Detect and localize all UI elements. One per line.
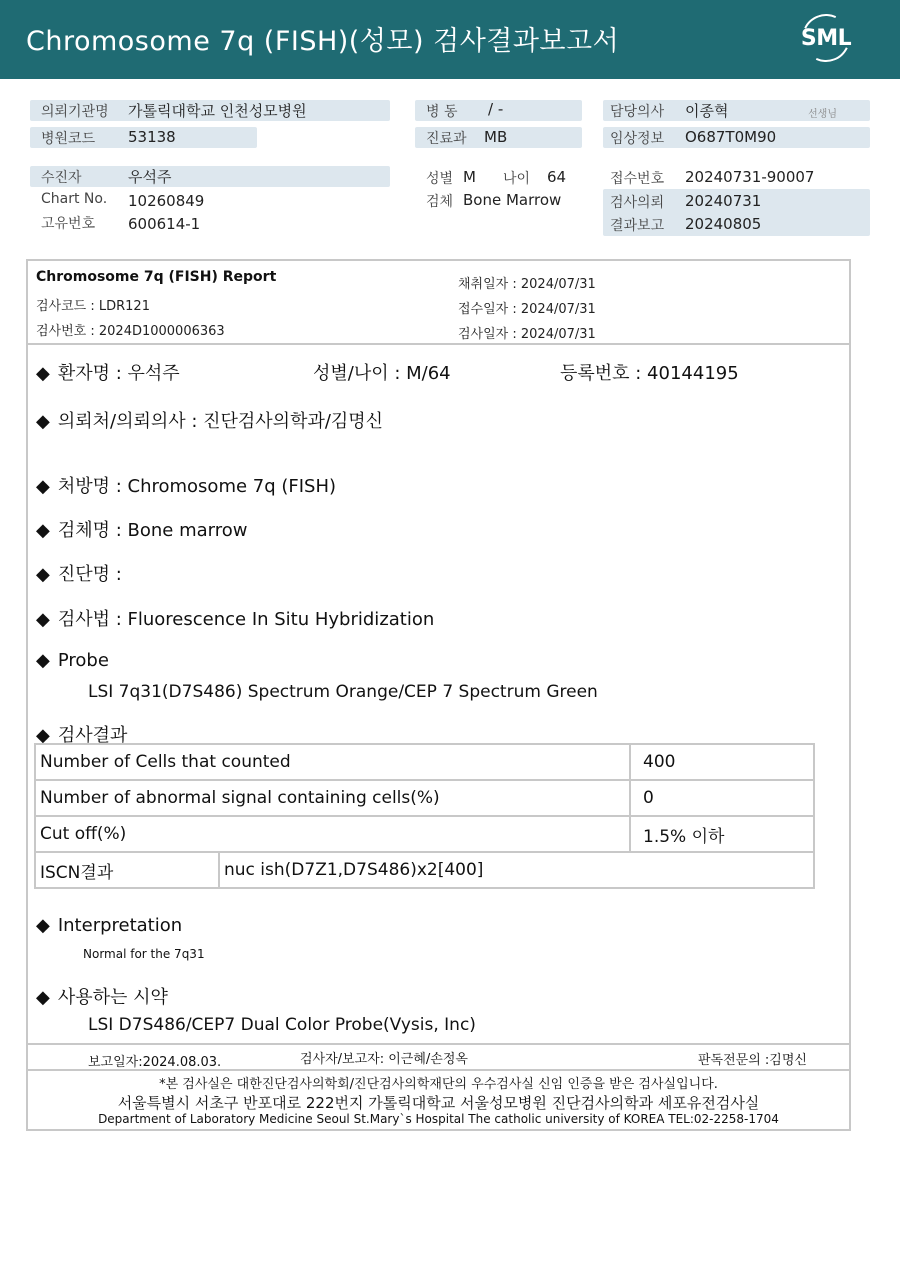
report-date: 보고일자:2024.08.03. <box>88 1055 222 1070</box>
chart-value: 10260849 <box>128 192 205 210</box>
footer-divider <box>28 1069 849 1071</box>
test-code: 검사코드 : LDR121 <box>36 299 150 314</box>
diamond-icon: ◆ <box>36 363 50 384</box>
ward-value: / - <box>488 100 504 118</box>
diamond-icon: ◆ <box>36 520 50 541</box>
results-heading: ◆ 검사결과 <box>36 725 128 746</box>
unique-value: 600614-1 <box>128 215 201 233</box>
certification-text: *본 검사실은 대한진단검사의학회/진단검사의학재단의 우수검사실 신임 인증을 받은 검사실입니다. <box>159 1077 718 1092</box>
sex-age: 성별/나이 : M/64 <box>313 363 451 384</box>
test-number: 검사번호 : 2024D1000006363 <box>36 324 225 339</box>
institution-value: 가톨릭대학교 인천성모병원 <box>128 102 307 120</box>
sml-logo <box>798 12 854 64</box>
table-row <box>35 744 814 780</box>
diagnosis-line: ◆ 진단명 : <box>36 564 122 585</box>
specimen-label: 검체 <box>426 194 454 210</box>
prescription-line: ◆ 처방명 : Chromosome 7q (FISH) <box>36 476 337 497</box>
diamond-icon: ◆ <box>36 725 50 746</box>
clinical-label: 임상정보 <box>610 131 665 147</box>
diamond-icon: ◆ <box>36 476 50 497</box>
row-value: 400 <box>630 744 814 780</box>
sex-value: M <box>463 168 476 186</box>
row-value: 1.5% 이하 <box>630 816 814 852</box>
receive-date: 접수일자 : 2024/07/31 <box>458 302 596 317</box>
row-value: 0 <box>630 780 814 816</box>
report-title: Chromosome 7q (FISH) Report <box>36 269 277 285</box>
probe-heading: ◆ Probe <box>36 650 109 671</box>
dept-value: MB <box>484 128 508 146</box>
interpretation-heading: ◆ Interpretation <box>36 915 183 936</box>
result-value: 20240805 <box>685 215 762 233</box>
doctor-value: 이종혁 <box>685 102 729 120</box>
sex-label: 성별 <box>426 171 454 187</box>
row-label: Cut off(%) <box>35 816 630 852</box>
diamond-icon: ◆ <box>36 650 50 671</box>
hospital-code-label: 병원코드 <box>41 131 96 147</box>
chart-label: Chart No. <box>41 191 108 207</box>
footer-divider <box>28 1043 849 1045</box>
ward-label: 병 동 <box>426 104 458 120</box>
report-head <box>28 261 849 345</box>
doctor-suffix: 선생님 <box>808 109 837 120</box>
diamond-icon: ◆ <box>36 609 50 630</box>
institution-label: 의뢰기관명 <box>41 104 109 120</box>
results-table <box>34 743 815 889</box>
iscn-label: ISCN결과 <box>35 852 219 888</box>
age-value: 64 <box>547 168 567 186</box>
request-value: 20240731 <box>685 192 762 210</box>
method-line: ◆ 검사법 : Fluorescence In Situ Hybridization <box>36 609 435 630</box>
examiner: 검사자/보고자: 이근혜/손정옥 <box>300 1052 468 1067</box>
diamond-icon: ◆ <box>36 987 50 1008</box>
receipt-label: 접수번호 <box>610 171 665 187</box>
receipt-value: 20240731-90007 <box>685 168 815 186</box>
specimen-line: ◆ 검체명 : Bone marrow <box>36 520 248 541</box>
iscn-value: nuc ish(D7Z1,D7S486)x2[400] <box>219 852 814 888</box>
table-row <box>35 780 814 816</box>
hospital-code-value: 53138 <box>128 128 176 146</box>
diamond-icon: ◆ <box>36 564 50 585</box>
unique-label: 고유번호 <box>41 216 96 232</box>
age-label: 나이 <box>503 171 531 187</box>
doctor-label: 담당의사 <box>610 104 665 120</box>
reagent-value: LSI D7S486/CEP7 Dual Color Probe(Vysis, Inc) <box>88 1015 476 1035</box>
interpretation-value: Normal for the 7q31 <box>83 947 205 961</box>
request-label: 검사의뢰 <box>610 195 665 211</box>
report-box <box>26 259 851 1131</box>
row-label: Number of abnormal signal containing cells(%) <box>35 780 630 816</box>
table-row <box>35 816 814 852</box>
logo-text: SML <box>800 26 852 51</box>
reagent-heading: ◆ 사용하는 시약 <box>36 987 168 1008</box>
collect-date: 채취일자 : 2024/07/31 <box>458 277 596 292</box>
result-label: 결과보고 <box>610 218 665 234</box>
table-row <box>35 852 814 888</box>
requester-line: ◆ 의뢰처/의뢰의사 : 진단검사의학과/김명신 <box>36 411 384 432</box>
patient-label: 수진자 <box>41 170 82 186</box>
specimen-value: Bone Marrow <box>463 191 562 209</box>
diamond-icon: ◆ <box>36 915 50 936</box>
row-label: Number of Cells that counted <box>35 744 630 780</box>
dept-label: 진료과 <box>426 131 467 147</box>
probe-value: LSI 7q31(D7S486) Spectrum Orange/CEP 7 Spectrum Green <box>88 682 598 702</box>
page-title: Chromosome 7q (FISH)(성모) 검사결과보고서 <box>26 26 620 57</box>
address-text: 서울특별시 서초구 반포대로 222번지 가톨릭대학교 서울성모병원 진단검사의학과 세포유전검사실 <box>117 1094 760 1112</box>
clinical-value: O687T0M90 <box>685 128 777 146</box>
report-header <box>0 0 900 79</box>
reg-no: 등록번호 : 40144195 <box>560 363 739 384</box>
specialist: 판독전문의 :김명신 <box>698 1053 807 1068</box>
test-date: 검사일자 : 2024/07/31 <box>458 327 596 342</box>
department-text: Department of Laboratory Medicine Seoul St.Mary`s Hospital The catholic university of KOREA TEL:02-2258-1704 <box>98 1112 779 1126</box>
patient-value: 우석주 <box>128 168 172 186</box>
diamond-icon: ◆ <box>36 411 50 432</box>
patient-line: ◆ 환자명 : 우석주 <box>36 363 180 384</box>
